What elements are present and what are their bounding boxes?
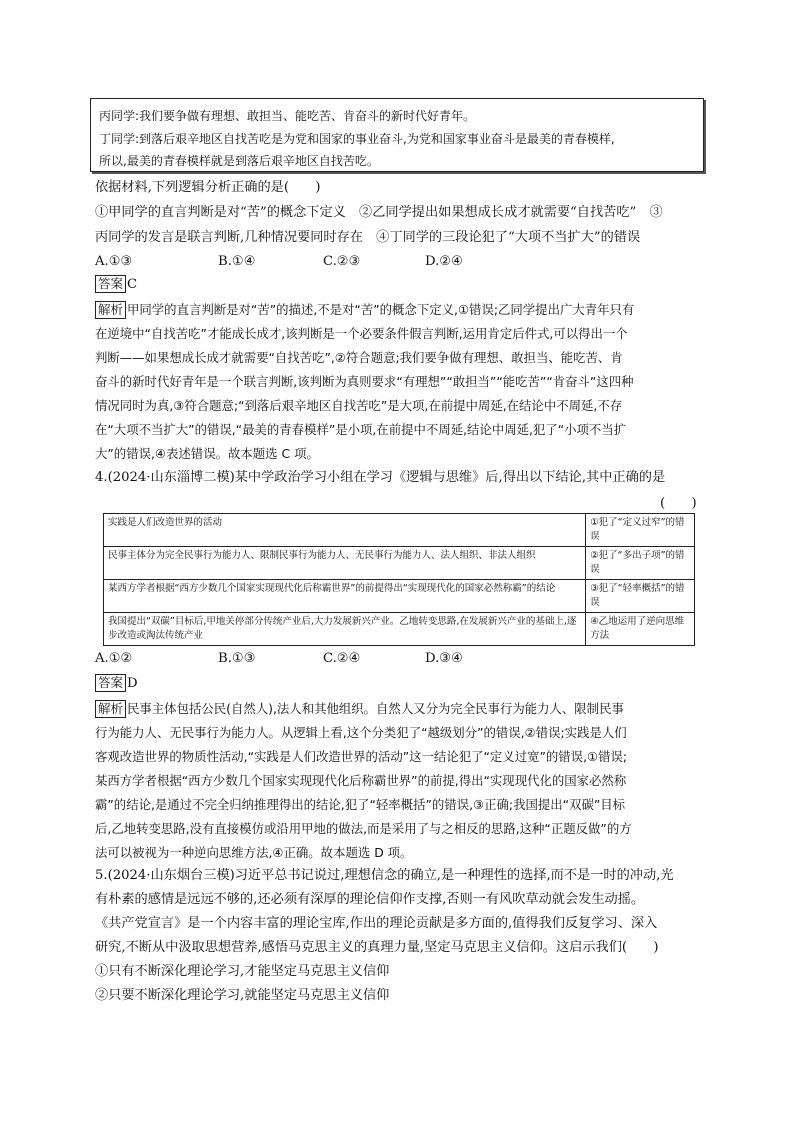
question-statement: ②只要不断深化理论学习,就能坚定马克思主义信仰 — [95, 988, 390, 1003]
explanation-line: 情况同时为真,③符合题意;“到落后艰辛地区自找苦吃”是大项,在前提中周延,在结论中不周延,不存 — [95, 398, 623, 413]
explanation-line: 大”的错误,④表述错误。故本题选 C 项。 — [95, 446, 319, 461]
question-text: 有朴素的感情是远远不够的,还必须有深厚的理论信仰作支撑,否则一有风吹草动就会发生动摇。 — [95, 892, 645, 907]
question-prompt: 4.(2024·山东淄博二模)某中学政治学习小组在学习《逻辑与思维》后,得出以下结论,其中正确的是 — [95, 470, 666, 485]
explanation-line: 某西方学者根据“西方少数几个国家实现现代化后称霸世界”的前提,得出“实现现代化的国家必然称 — [95, 773, 627, 788]
question-text: 《共产党宣言》是一个内容丰富的理论宝库,作出的理论贡献是多方面的,值得我们反复学习、深入 — [95, 916, 658, 931]
explanation-line: 霸”的结论,是通过不完全归纳推理得出的结论,犯了“轻率概括”的错误,③正确;我国提出“双碳”目标 — [95, 797, 626, 812]
option-c: C.②④ — [323, 651, 361, 666]
explanation-line: 后,乙地转变思路,没有直接模仿或沿用甲地的做法,而是采用了与之相反的思路,这种“正题反做”的方 — [95, 821, 632, 836]
table-cell: 某西方学者根据“西方少数几个国家实现现代化后称霸世界”的前提得出“实现现代化的国家必然称霸”的结论 — [104, 580, 586, 613]
question-statement: ①只有不断深化理论学习,才能坚定马克思主义信仰 — [95, 964, 390, 979]
explanation-line: 在逆境中“自找苦吃”才能成长成才,该判断是一个必要条件假言判断,运用肯定后件式,可以得出一个 — [95, 326, 628, 341]
explanation-text: 民事主体包括公民(自然人),法人和其他组织。自然人又分为完全民事行为能力人、限制民事 — [127, 701, 624, 716]
question-statement: 丙同学的发言是联言判断,几种情况要同时存在 ④丁同学的三段论犯了“大项不当扩大”的错误 — [95, 230, 641, 245]
explanation-line: 在“大项不当扩大”的错误,“最美的青春模样”是小项,在前提中不周延,结论中周延,犯了“小项不当扩 — [95, 422, 627, 437]
answer-line — [95, 275, 137, 293]
material-line: 丁同学:到落后艰辛地区自找苦吃是为党和国家的事业奋斗,为党和国家事业奋斗是最美的青春模样, — [99, 132, 615, 146]
answer-parenthesis: ( ) — [660, 496, 697, 511]
explanation-tag: 解析 — [95, 700, 126, 718]
table-cell: 我国提出“双碳”目标后,甲地关停部分传统产业后,大力发展新兴产业。乙地转变思路,在发展新兴产业的基础上,逐步改造或淘汰传统产业 — [104, 613, 586, 646]
answer-tag: 答案 — [95, 275, 126, 293]
option-a: A.①③ — [95, 254, 133, 269]
material-line: 所以,最美的青春模样就是到落后艰辛地区自找苦吃。 — [99, 154, 379, 168]
statement-table — [103, 513, 695, 646]
explanation-line: 行为能力人、无民事行为能力人。从逻辑上看,这个分类犯了“越级划分”的错误,②错误;实践是人们 — [95, 725, 627, 740]
option-c: C.②③ — [323, 254, 361, 269]
explanation-text: 甲同学的直言判断是对“苦”的描述,不是对“苦”的概念下定义,①错误;乙同学提出广大青年只有 — [127, 302, 635, 317]
question-statement: ①甲同学的直言判断是对“苦”的概念下定义 ②乙同学提出如果想成长成才就需要“自找苦吃” ③ — [95, 205, 663, 220]
answer-value: D — [127, 676, 138, 691]
material-box — [90, 98, 704, 172]
option-b: B.①③ — [218, 651, 256, 666]
answer-line — [95, 674, 138, 692]
table-cell: 实践是人们改造世界的活动 — [104, 514, 586, 547]
explanation-line: 法可以被视为一种逆向思维方法,④正确。故本题选 D 项。 — [95, 845, 413, 860]
table-cell: 民事主体分为完全民事行为能力人、限制民事行为能力人、无民事行为能力人、法人组织、非法人组织 — [104, 547, 586, 580]
question-text: 研究,不断从中汲取思想营养,感悟马克思主义的真理力量,坚定马克思主义信仰。这启示我们( ) — [95, 940, 659, 955]
table-cell: ③犯了“轻率概括”的错误 — [586, 580, 695, 613]
table-row — [104, 613, 695, 646]
option-d: D.③④ — [425, 651, 463, 666]
table-cell: ②犯了“多出子项”的错误 — [586, 547, 695, 580]
question-prompt: 依据材料,下列逻辑分析正确的是( ) — [95, 180, 321, 195]
table-cell: ④乙地运用了逆向思维方法 — [586, 613, 695, 646]
explanation-tag: 解析 — [95, 301, 126, 319]
option-d: D.②④ — [425, 254, 463, 269]
option-b: B.①④ — [218, 254, 256, 269]
explanation-line — [95, 300, 634, 319]
explanation-line — [95, 699, 624, 718]
table-row — [104, 514, 695, 547]
question-prompt: 5.(2024·山东烟台三模)习近平总书记说过,理想信念的确立,是一种理性的选择,而不是一时的冲动,光 — [95, 868, 674, 883]
answer-value: C — [127, 277, 138, 292]
table-cell: ①犯了“定义过窄”的错误 — [586, 514, 695, 547]
explanation-line: 判断——如果想成长成才就需要“自找苦吃”,②符合题意;我们要争做有理想、敢担当、能吃苦、肯 — [95, 350, 623, 365]
material-line: 丙同学:我们要争做有理想、敢担当、能吃苦、肯奋斗的新时代好青年。 — [99, 109, 476, 123]
answer-tag: 答案 — [95, 674, 126, 692]
explanation-line: 客观改造世界的物质性活动,“实践是人们改造世界的活动”这一结论犯了“定义过宽”的错误,①错误; — [95, 749, 628, 764]
table-row — [104, 547, 695, 580]
table-row — [104, 580, 695, 613]
explanation-line: 奋斗的新时代好青年是一个联言判断,该判断为真则要求“有理想”“敢担当”“能吃苦”“肯奋斗”这四种 — [95, 374, 634, 389]
option-a: A.①② — [95, 651, 133, 666]
